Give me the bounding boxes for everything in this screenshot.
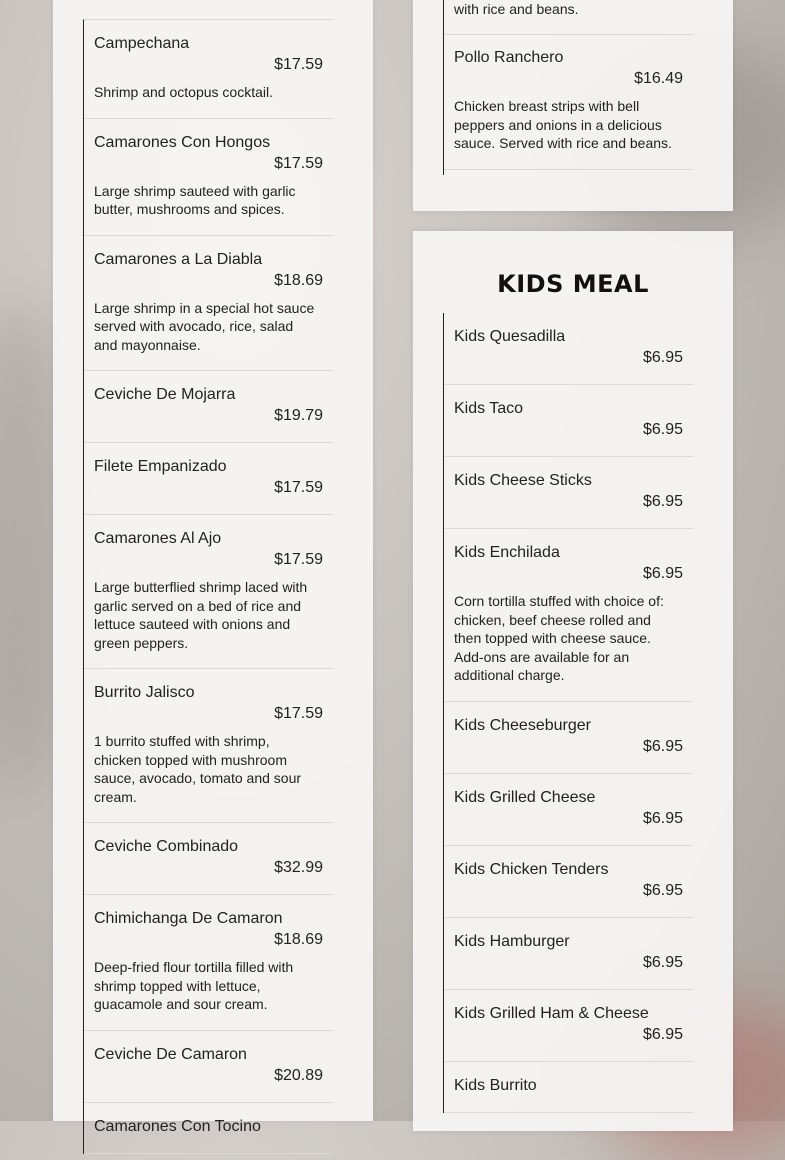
item-name: Camarones Al Ajo (94, 530, 222, 547)
item-name: Kids Cheese Sticks (454, 472, 592, 489)
item-name: Ceviche De Camaron (94, 1045, 247, 1063)
menu-item[interactable] (444, 918, 693, 990)
menu-item[interactable] (84, 823, 333, 895)
menu-item[interactable] (84, 236, 333, 372)
kids-item-list (443, 313, 693, 1113)
item-price: $17.59 (274, 479, 323, 496)
item-price: $18.69 (274, 931, 323, 948)
menu-item[interactable] (444, 702, 693, 774)
item-name: Kids Hamburger (454, 932, 570, 950)
item-name: Kids Taco (454, 400, 524, 417)
item-description: Large butterflied shrimp laced with garlic served on a bed of rice and lettuce sauteed with onions and green peppers. (94, 579, 308, 651)
item-name: Kids Chicken Tenders (454, 860, 609, 878)
section-title: KIDS MEAL (497, 270, 649, 298)
list-item-partial (444, 0, 693, 35)
item-price: $6.95 (642, 493, 683, 510)
left-menu-panel (53, 0, 373, 1135)
item-price: $6.95 (642, 953, 683, 971)
item-price: $20.89 (274, 1066, 323, 1084)
item-name: Camarones Con Hongos (94, 133, 271, 151)
kids-meal-panel (413, 231, 733, 1131)
item-name: Kids Quesadilla (454, 328, 566, 345)
item-name: Kids Cheeseburger (454, 716, 591, 734)
item-description: Corn tortilla stuffed with choice of: chicken, beef cheese rolled and then topped with cheese sauce. Add-ons are available for an additional charge. (454, 593, 664, 683)
item-price: $6.95 (642, 1025, 683, 1043)
item-description: Large shrimp in a special hot sauce served with avocado, rice, salad and mayonnaise. (94, 299, 315, 353)
item-price: $17.59 (274, 705, 323, 722)
item-name: Camarones a La Diabla (94, 250, 263, 268)
item-name: Camarones Con Tocino (94, 1117, 261, 1135)
menu-item[interactable] (84, 1031, 333, 1103)
menu-item[interactable] (84, 371, 333, 443)
menu-item[interactable] (84, 669, 333, 823)
item-description: Deep-fried flour tortilla filled with shrimp topped with lettuce, guacamole and sour cream. (94, 959, 294, 1012)
menu-item[interactable] (84, 119, 333, 236)
item-name: Pollo Ranchero (454, 49, 564, 66)
menu-item[interactable] (444, 385, 693, 457)
item-name: Kids Enchilada (454, 544, 560, 561)
item-price: $6.95 (642, 421, 683, 438)
menu-item[interactable] (444, 774, 693, 846)
menu-item[interactable] (444, 457, 693, 529)
item-price: $17.59 (274, 56, 323, 73)
item-description: with rice and beans. (454, 1, 579, 17)
right-top-item-list (443, 0, 693, 175)
item-name: Ceviche Combinado (94, 838, 239, 855)
menu-item[interactable] (84, 20, 333, 119)
item-price: $6.95 (642, 881, 683, 899)
menu-item[interactable] (84, 443, 333, 515)
menu-item[interactable] (444, 1062, 693, 1113)
menu-item[interactable] (444, 990, 693, 1062)
item-price: $32.99 (274, 859, 323, 876)
item-price: $16.49 (634, 70, 683, 87)
item-description: Chicken breast strips with bell peppers and onions in a delicious sauce. Served with rice and beans. (454, 98, 672, 151)
item-name: Chimichanga De Camaron (94, 910, 283, 927)
item-description: Shrimp and octopus cocktail. (94, 84, 273, 100)
item-name: Kids Grilled Ham & Cheese (454, 1004, 649, 1022)
item-price: $19.79 (274, 407, 323, 424)
menu-item[interactable] (84, 1103, 333, 1154)
item-price: $6.95 (642, 737, 683, 755)
menu-item[interactable] (444, 846, 693, 918)
item-price: $6.95 (642, 809, 683, 827)
item-name: Kids Grilled Cheese (454, 788, 596, 806)
menu-item-pollo-ranchero[interactable] (444, 35, 693, 170)
menu-item[interactable] (84, 515, 333, 669)
item-price: $6.95 (642, 565, 683, 582)
menu-item[interactable] (444, 313, 693, 385)
item-price: $17.59 (274, 551, 323, 568)
menu-item[interactable] (444, 529, 693, 702)
item-name: Kids Burrito (454, 1076, 537, 1094)
left-item-list (83, 19, 333, 1154)
item-description: 1 burrito stuffed with shrimp, chicken topped with mushroom sauce, avocado, tomato and sour cream. (94, 733, 302, 805)
item-name: Ceviche De Mojarra (94, 386, 236, 403)
item-description: Large shrimp sauteed with garlic butter, mushrooms and spices. (94, 182, 296, 217)
item-price: $17.59 (274, 154, 323, 172)
right-top-panel (413, 0, 733, 211)
item-price: $18.69 (274, 271, 323, 289)
item-price: $6.95 (642, 349, 683, 366)
menu-item[interactable] (84, 895, 333, 1031)
item-name: Campechana (94, 35, 190, 52)
item-name: Filete Empanizado (94, 458, 227, 475)
item-name: Burrito Jalisco (94, 684, 195, 701)
